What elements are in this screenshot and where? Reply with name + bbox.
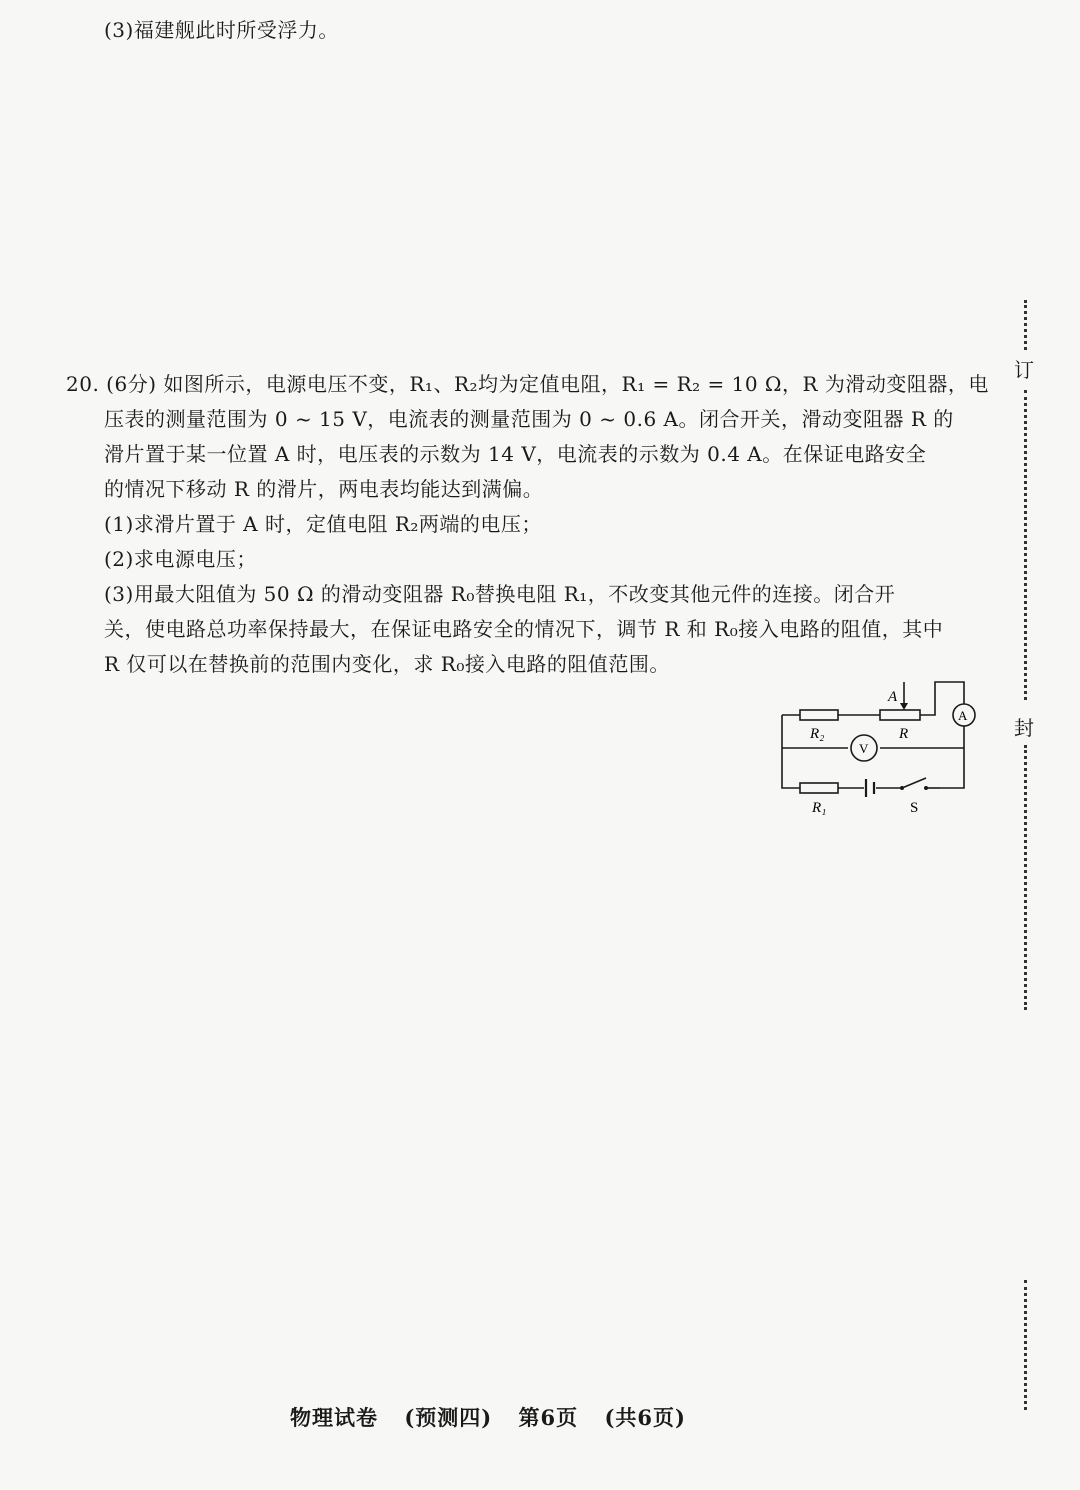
- binding-line-3: [1024, 745, 1027, 1010]
- page-footer: [290, 1402, 704, 1432]
- label-a: A: [888, 689, 898, 705]
- binding-line-2: [1024, 390, 1027, 700]
- footer-total: (共6页): [604, 1405, 686, 1430]
- label-s: S: [910, 800, 919, 816]
- footer-edition: (预测四): [404, 1405, 493, 1430]
- margin-char-mid: 封: [1014, 716, 1034, 740]
- binding-line-4: [1024, 1280, 1027, 1410]
- question-stem-line3: 滑片置于某一位置 A 时，电压表的示数为 14 V，电流表的示数为 0.4 A。在保证电路安全: [104, 442, 927, 466]
- label-r: R: [899, 726, 909, 742]
- question-stem-line2: 压表的测量范围为 0 ~ 15 V，电流表的测量范围为 0 ~ 0.6 A。闭合开关，滑动变阻器 R 的: [104, 407, 954, 431]
- ammeter-label: A: [958, 708, 968, 723]
- sub-question-2: (2)求电源电压；: [104, 547, 257, 571]
- question-points: (6分): [106, 372, 157, 396]
- sub-question-3-line2: 关，使电路总功率保持最大，在保证电路安全的情况下，调节 R 和 R₀接入电路的阻值，其中: [104, 617, 944, 641]
- binding-line-1: [1024, 300, 1027, 350]
- margin-char-top: 订: [1014, 358, 1034, 382]
- voltmeter-label: V: [859, 741, 869, 756]
- question-stem-line1: 如图所示，电源电压不变，R₁、R₂均为定值电阻，R₁ = R₂ = 10 Ω，R 为滑动变阻器，电: [163, 372, 989, 396]
- question-stem-line4: 的情况下移动 R 的滑片，两电表均能达到满偏。: [104, 477, 544, 501]
- label-r1: R₁: [812, 800, 827, 816]
- prev-question-part3: (3)福建舰此时所受浮力。: [104, 18, 339, 42]
- sub-question-3-line3: R 仅可以在替换前的范围内变化，求 R₀接入电路的阻值范围。: [104, 652, 670, 676]
- circuit-diagram: [780, 670, 980, 820]
- footer-page: 第6页: [518, 1405, 579, 1430]
- resistor-r2: [800, 710, 838, 720]
- sub-question-3-line1: (3)用最大阻值为 50 Ω 的滑动变阻器 R₀替换电阻 R₁，不改变其他元件的连接。闭合开: [104, 582, 896, 606]
- sub-question-1: (1)求滑片置于 A 时，定值电阻 R₂两端的电压；: [104, 512, 542, 536]
- rheostat-r: [880, 710, 920, 720]
- resistor-r1: [800, 783, 838, 793]
- label-r2: R₂: [810, 726, 825, 742]
- footer-subject: 物理试卷: [290, 1405, 378, 1430]
- question-20-line1: [66, 370, 989, 398]
- question-number: 20.: [66, 372, 100, 396]
- battery-symbol: [866, 779, 874, 797]
